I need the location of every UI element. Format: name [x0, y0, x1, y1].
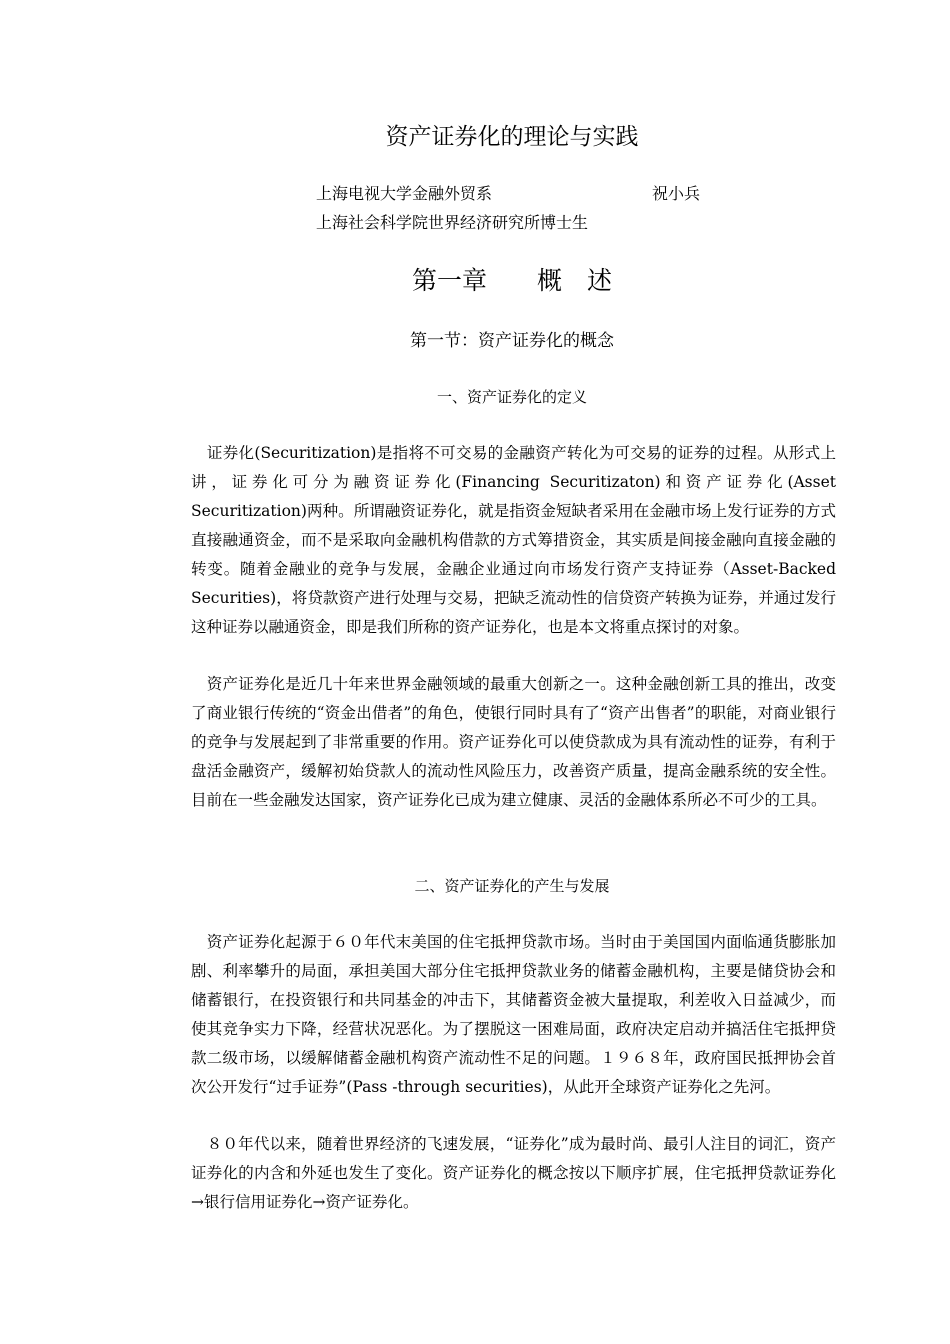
author-affiliation-1: 上海电视大学金融外贸系: [316, 184, 493, 203]
section-heading: 第一节：资产证券化的概念: [410, 331, 614, 351]
author-affiliation-2: 上海社会科学院世界经济研究所博士生: [316, 213, 589, 232]
paragraph: 资产证券化起源于６０年代末美国的住宅抵押贷款市场。当时由于美国国内面临通货膨胀加剧、利率攀升的局面，承担美国大部分住宅抵押贷款业务的储蓄金融机构，主要是储贷协会和储蓄银行，在投资银行和共同基金的冲击下，其储蓄资金被大量提取，利差收入日益减少，而使其竞争实力下降，经营状况恶化。为了摆脱这一困难局面，政府决定启动并搞活住宅抵押贷款二级市场，以缓解储蓄金融机构资产流动性不足的问题。１９６８年，政府国民抵押协会首次公开发行“过手证券”(Pass -through securities)，从此开全球资产证券化之先河。: [191, 933, 836, 1096]
document-title: 资产证券化的理论与实践: [385, 124, 639, 150]
paragraph: 证券化(Securitization)是指将不可交易的金融资产转化为可交易的证券的过程。从形式上讲，证券化可分为融资证券化(Financing Securitizaton)和资产证券化(Asset Securitization)两种。所谓融资证券化，就是指资金短缺者采用在金融市场上发行证券的方式直接融通资金，而不是采取向金融机构借款的方式筹措资金，其实质是间接金融向直接金融的转变。随着金融业的竞争与发展，金融企业通过向市场发行资产支持证券（Asset-Backed Securities)，将贷款资产进行处理与交易，把缺乏流动性的信贷资产转换为证券，并通过发行这种证券以融通资金，即是我们所称的资产证券化，也是本文将重点探讨的对象。: [191, 444, 836, 636]
subsection-heading: 一、资产证券化的定义: [436, 388, 587, 406]
author-name: 祝小兵: [652, 184, 701, 203]
subsection-heading: 二、资产证券化的产生与发展: [414, 877, 610, 895]
paragraph: ８０年代以来，随着世界经济的飞速发展，“证券化”成为最时尚、最引人注目的词汇，资产证券化的内含和外延也发生了变化。资产证券化的概念按以下顺序扩展，住宅抵押贷款证券化→银行信用证券化→资产证券化。: [191, 1135, 836, 1211]
paragraph: 资产证券化是近几十年来世界金融领域的最重大创新之一。这种金融创新工具的推出，改变了商业银行传统的“资金出借者”的角色，使银行同时具有了“资产出售者”的职能，对商业银行的竞争与发展起到了非常重要的作用。资产证券化可以使贷款成为具有流动性的证券，有利于盘活金融资产，缓解初始贷款人的流动性风险压力，改善资产质量，提高金融系统的安全性。目前在一些金融发达国家，资产证券化已成为建立健康、灵活的金融体系所必不可少的工具。: [191, 675, 836, 809]
chapter-heading: 第一章 概 述: [411, 266, 612, 295]
